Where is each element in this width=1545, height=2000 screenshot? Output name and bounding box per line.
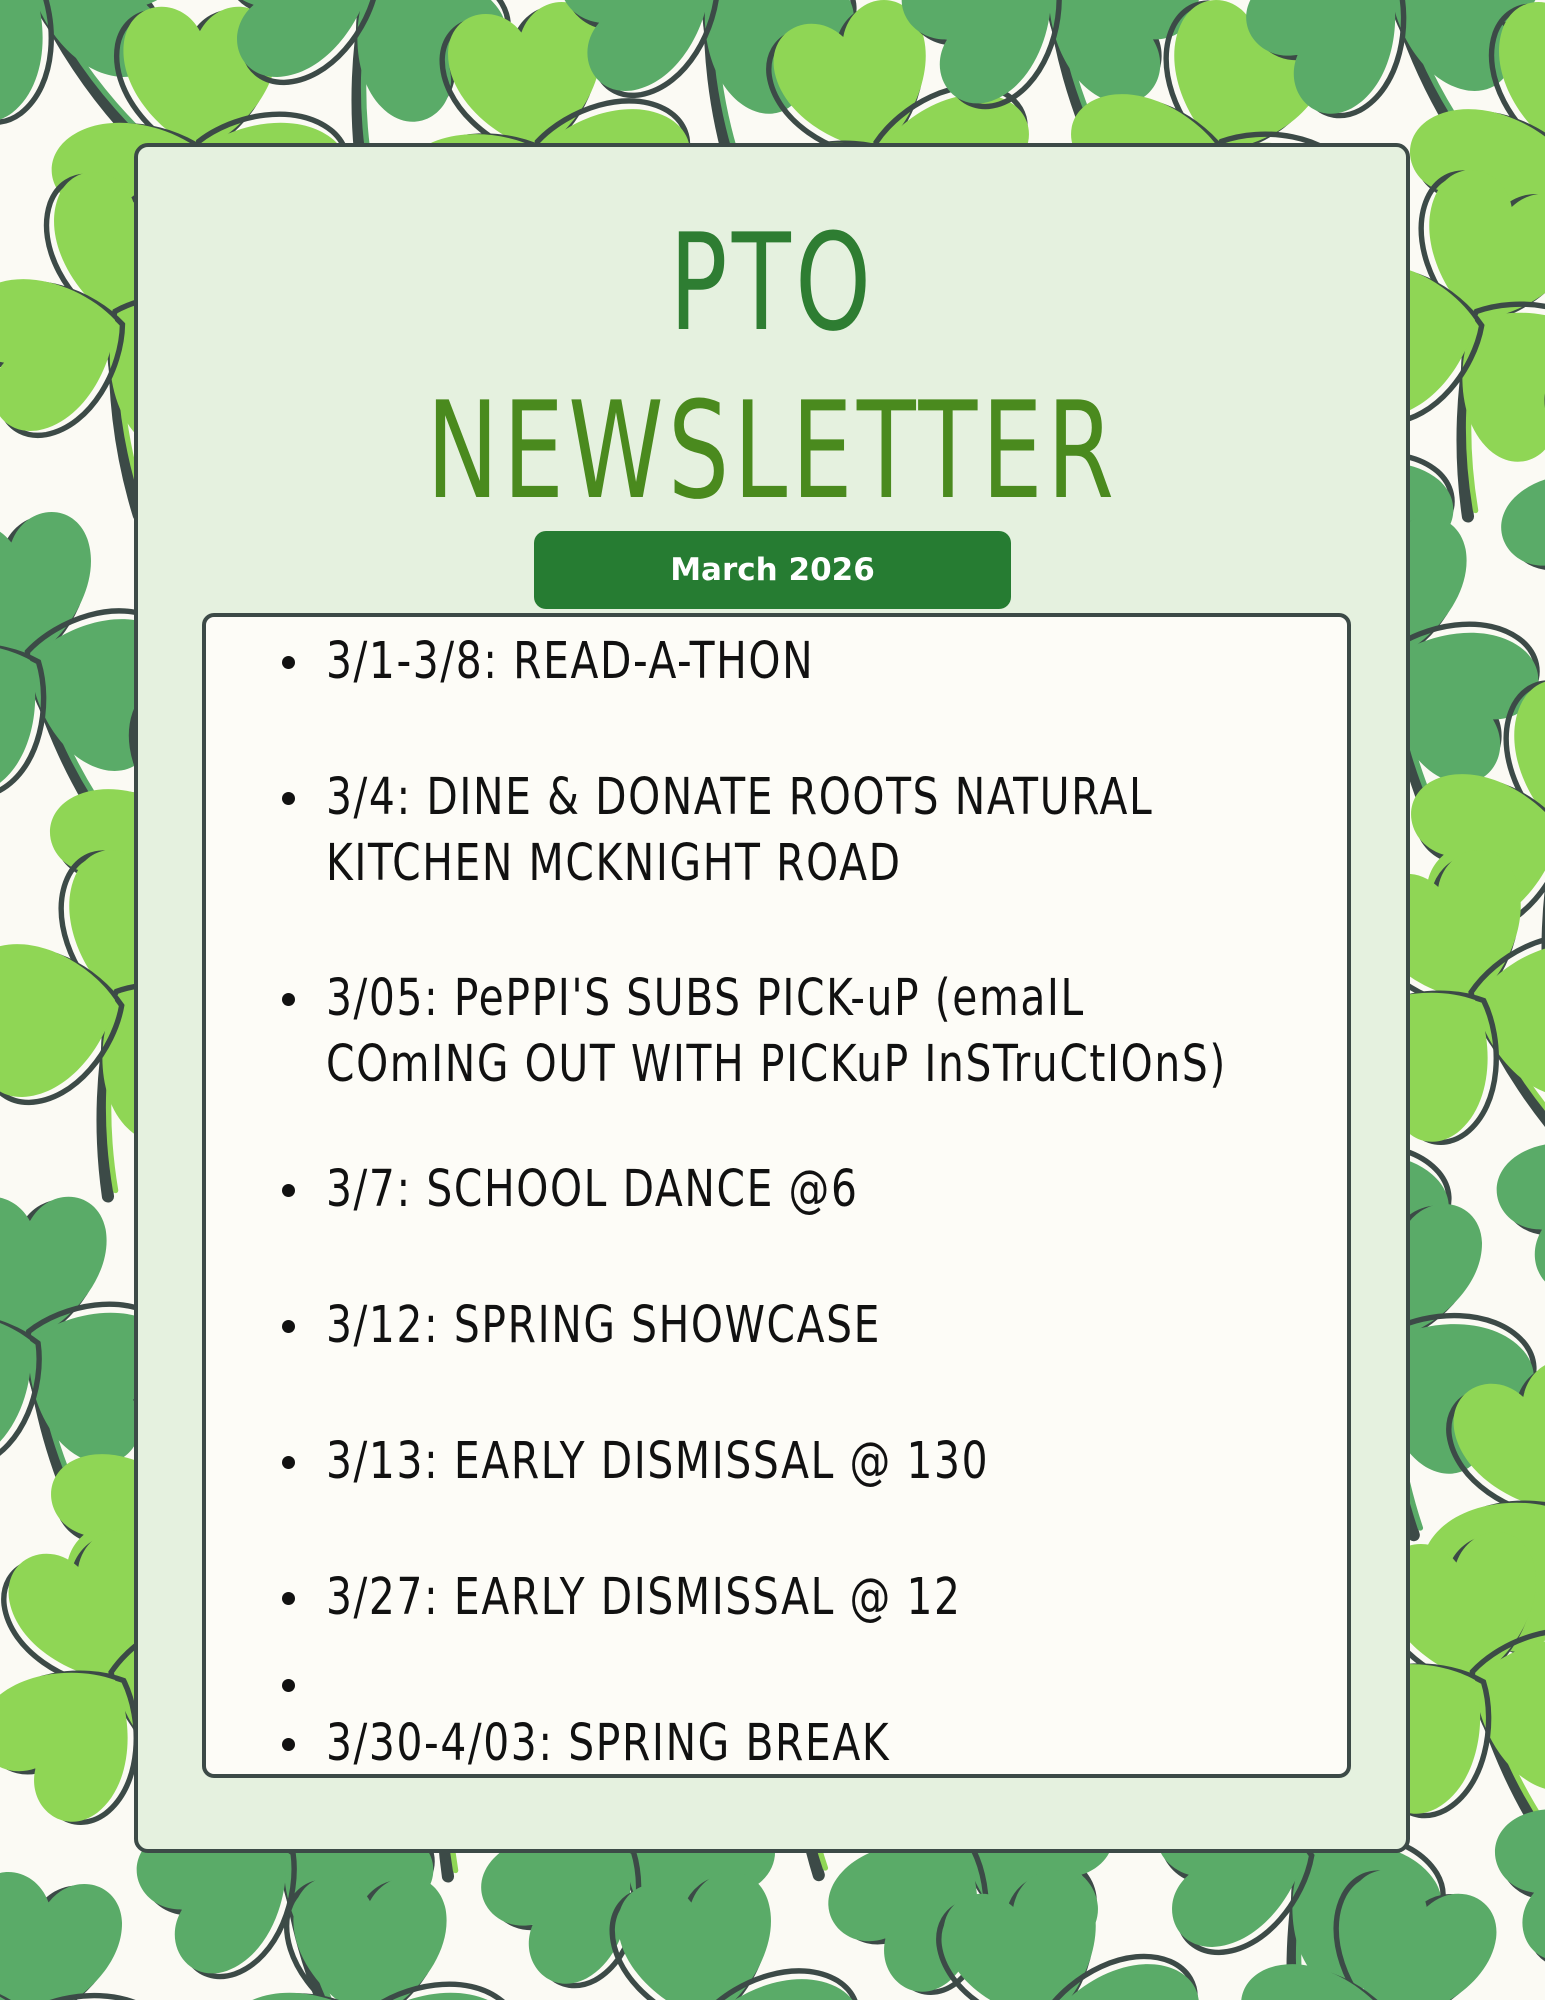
events-card (202, 613, 1351, 1778)
event-text: 3/1-3/8: READ-A-THON (326, 632, 815, 691)
event-text: 3/30-4/03: SPRING BREAK (326, 1714, 891, 1773)
event-text: 3/13: EARLY DISMISSAL @ 130 (326, 1432, 990, 1491)
date-badge: March 2026 (534, 531, 1011, 609)
event-text: KITCHEN MCKNIGHT ROAD (326, 834, 902, 893)
event-text: 3/12: SPRING SHOWCASE (326, 1296, 882, 1355)
event-text: 3/4: DINE & DONATE ROOTS NATURAL (326, 768, 1154, 827)
newsletter-title-newsletter: NEWSLETTER (426, 373, 1119, 529)
bullet-icon (282, 1184, 295, 1197)
bullet-icon (282, 993, 295, 1006)
newsletter-title-pto: PTO (669, 205, 876, 361)
event-text: 3/27: EARLY DISMISSAL @ 12 (326, 1568, 962, 1627)
event-text: 3/05: PePPI'S SUBS PICK-uP (emaIL (326, 969, 1085, 1028)
bullet-icon (282, 792, 295, 805)
bullet-icon (282, 1679, 295, 1692)
bullet-icon (282, 1456, 295, 1469)
bullet-icon (282, 1592, 295, 1605)
bullet-icon (282, 1320, 295, 1333)
bullet-icon (282, 656, 295, 669)
event-text: 3/7: SCHOOL DANCE @6 (326, 1160, 859, 1219)
event-text: COmING OUT WITH PICKuP InSTruCtIOnS) (326, 1035, 1227, 1094)
bullet-icon (282, 1738, 295, 1751)
